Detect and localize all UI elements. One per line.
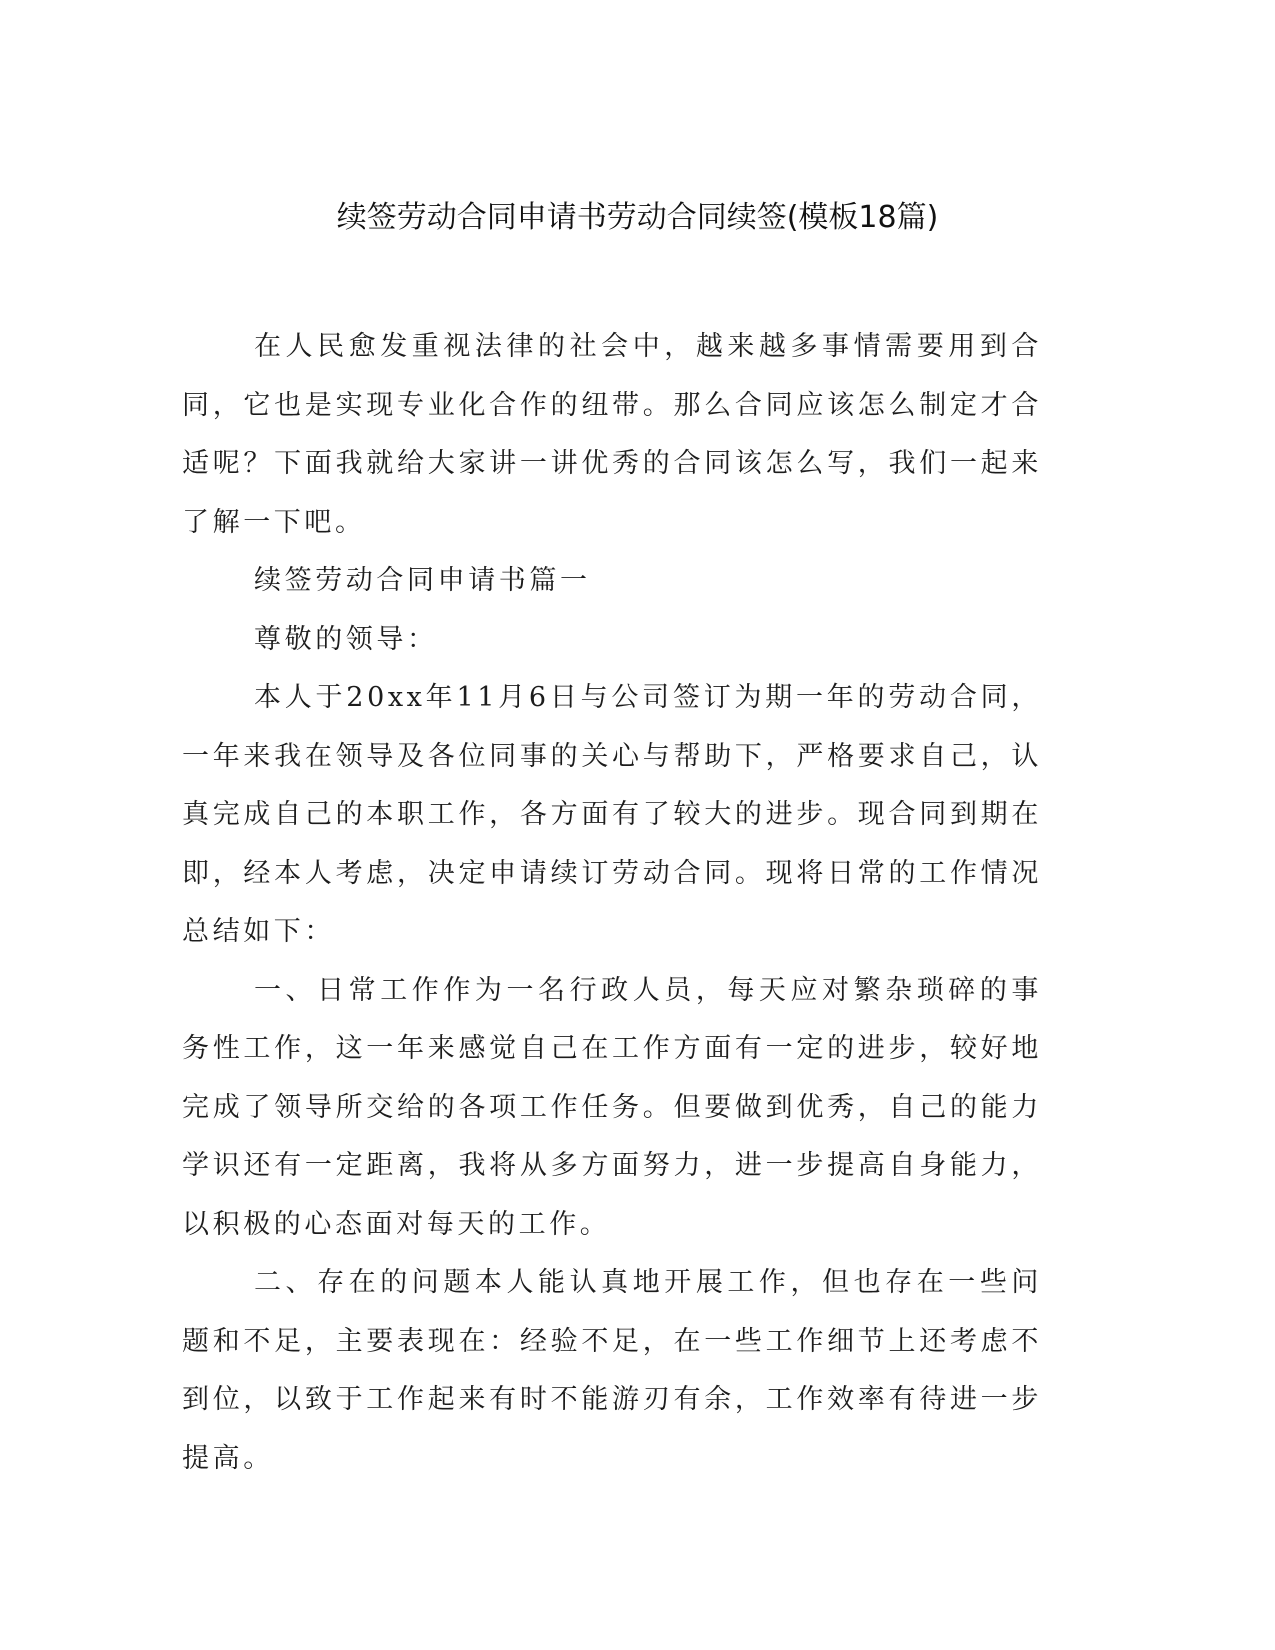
body-paragraph: 一、日常工作作为一名行政人员，每天应对繁杂琐碎的事务性工作，这一年来感觉自己在工作方面有一定的进步，较好地完成了领导所交给的各项工作任务。但要做到优秀，自己的能力学识还有一定距离，我将从多方面努力，进一步提高自身能力，以积极的心态面对每天的工作。 bbox=[182, 974, 1042, 1240]
intro-paragraph: 在人民愈发重视法律的社会中，越来越多事情需要用到合同，它也是实现专业化合作的纽带。那么合同应该怎么制定才合适呢？下面我就给大家讲一讲优秀的合同该怎么写，我们一起来了解一下吧。 bbox=[182, 331, 1042, 538]
body-paragraph: 二、存在的问题本人能认真地开展工作，但也存在一些问题和不足，主要表现在：经验不足，在一些工作细节上还考虑不到位，以致于工作起来有时不能游刃有余，工作效率有待进一步提高。 bbox=[182, 1267, 1042, 1474]
body-paragraph: 本人于20xx年11月6日与公司签订为期一年的劳动合同，一年来我在领导及各位同事的关心与帮助下，严格要求自己，认真完成自己的本职工作，各方面有了较大的进步。现合同到期在即，经本人考虑，决定申请续订劳动合同。现将日常的工作情况总结如下： bbox=[182, 682, 1042, 947]
salutation: 尊敬的领导： bbox=[254, 623, 438, 655]
document-body bbox=[182, 318, 1042, 1488]
document-title: 续签劳动合同申请书劳动合同续签(模板18篇) bbox=[336, 200, 939, 235]
section-heading: 续签劳动合同申请书篇一 bbox=[254, 565, 591, 596]
